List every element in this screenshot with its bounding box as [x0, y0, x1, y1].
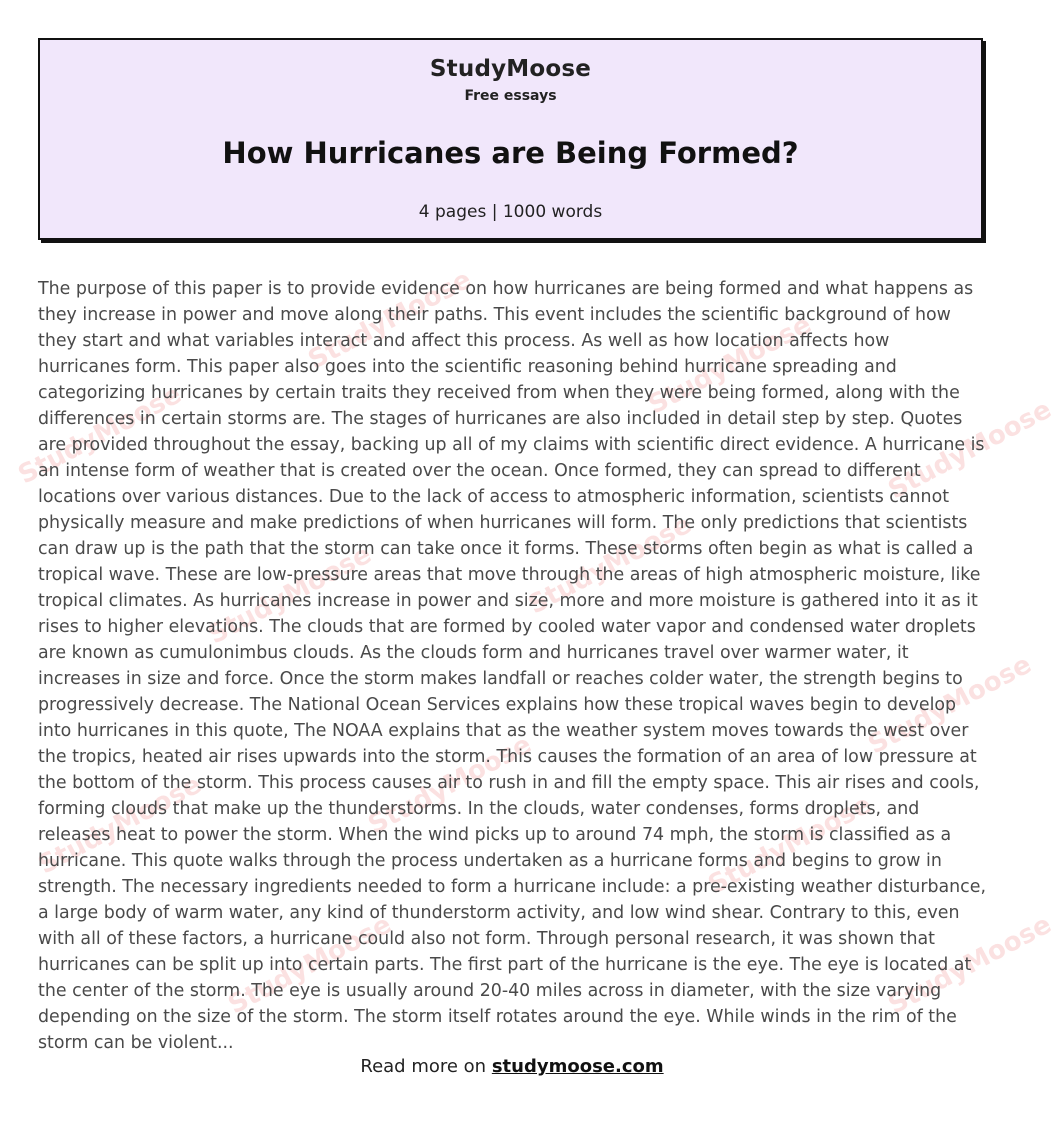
studymoose-link[interactable]: studymoose.com — [491, 1056, 664, 1077]
watermark-text: StudyMoose — [13, 379, 187, 491]
watermark-text: StudyMoose — [363, 729, 537, 841]
read-more-footer — [0, 1056, 1024, 1077]
essay-header-card — [38, 38, 983, 240]
essay-meta: 4 pages | 1000 words — [418, 202, 603, 222]
watermark-text: StudyMoose — [223, 909, 397, 1021]
watermark-text: StudyMoose — [883, 394, 1056, 506]
watermark-text: StudyMoose — [643, 309, 817, 421]
brand-logo-text[interactable]: StudyMoose — [429, 56, 592, 82]
watermark-text: StudyMoose — [33, 769, 207, 881]
essay-body: The purpose of this paper is to provide evidence on how hurricanes are being formed and what happens as they increase in power and move along their paths. This event includes the scientific background of how they start and what variables interact and affect this process. As well as how location affects how hurricanes form. This paper also goes into the scientific reasoning behind hurricane spreading and categorizing hurricanes by certain traits they received from when they were being formed, along with the differences in certain storms are. The stages of hurricanes are also included in detail step by step. Quotes are provided throughout the essay, backing up all of my claims with scientific direct evidence. A hurricane is an intense form of weather that is created over the ocean. Once formed, they can spread to different locations over various distances. Due to the lack of access to atmospheric information, scientists cannot physically measure and make predictions of when hurricanes will form. The only predictions that scientists can draw up is the path that the storm can take once it forms. These storms often begin as what is called a tropical wave. These are low-pressure areas that move through the areas of high atmospheric moisture, like tropical climates. As hurricanes increase in power and size, more and more moisture is gathered into it as it rises to higher elevations. The clouds that are formed by cooled water vapor and condensed water droplets are known as cumulonimbus clouds. As the clouds form and hurricanes travel over warmer water, it increases in size and force. Once the storm makes landfall or reaches colder water, the strength begins to progressively decrease. The National Ocean Services explains how these tropical waves begin to develop into hurricanes in this quote, The NOAA explains that as the weather system moves towards the west over the tropics, heated air rises upwards into the storm. This causes the formation of an area of low pressure at the bottom of the storm. This process causes air to rush in and fill the empty space. This air rises and cools, forming clouds that make up the thunderstorms. In the clouds, water condenses, forms droplets, and releases heat to power the storm. When the wind picks up to around 74 mph, the storm is classified as a hurricane. This quote walks through the process undertaken as a hurricane forms and begins to grow in strength. The necessary ingredients needed to form a hurricane include: a pre-existing weather disturbance, a large body of warm water, any kind of thunderstorm activity, and low wind shear. Contrary to this, even with all of these factors, a hurricane could also not form. Through personal research, it was shown that hurricanes can be split up into certain parts. The first part of the hurricane is the eye. The eye is located at the center of the storm. The eye is usually around 20-40 miles across in diameter, with the size varying depending on the size of the storm. The storm itself rotates around the eye. While winds in the rim of the storm can be violent... — [38, 279, 986, 1053]
watermark-text: StudyMoose — [703, 789, 877, 901]
watermark-text: StudyMoose — [203, 539, 377, 651]
brand-tagline: Free essays — [464, 88, 557, 104]
watermark-text: StudyMoose — [863, 649, 1037, 761]
watermark-text: StudyMoose — [523, 509, 697, 621]
watermark-text: StudyMoose — [883, 909, 1056, 1021]
watermark-text: StudyMoose — [303, 264, 477, 376]
essay-title: How Hurricanes are Being Formed? — [222, 136, 799, 170]
read-more-label: Read more on — [360, 1056, 487, 1077]
